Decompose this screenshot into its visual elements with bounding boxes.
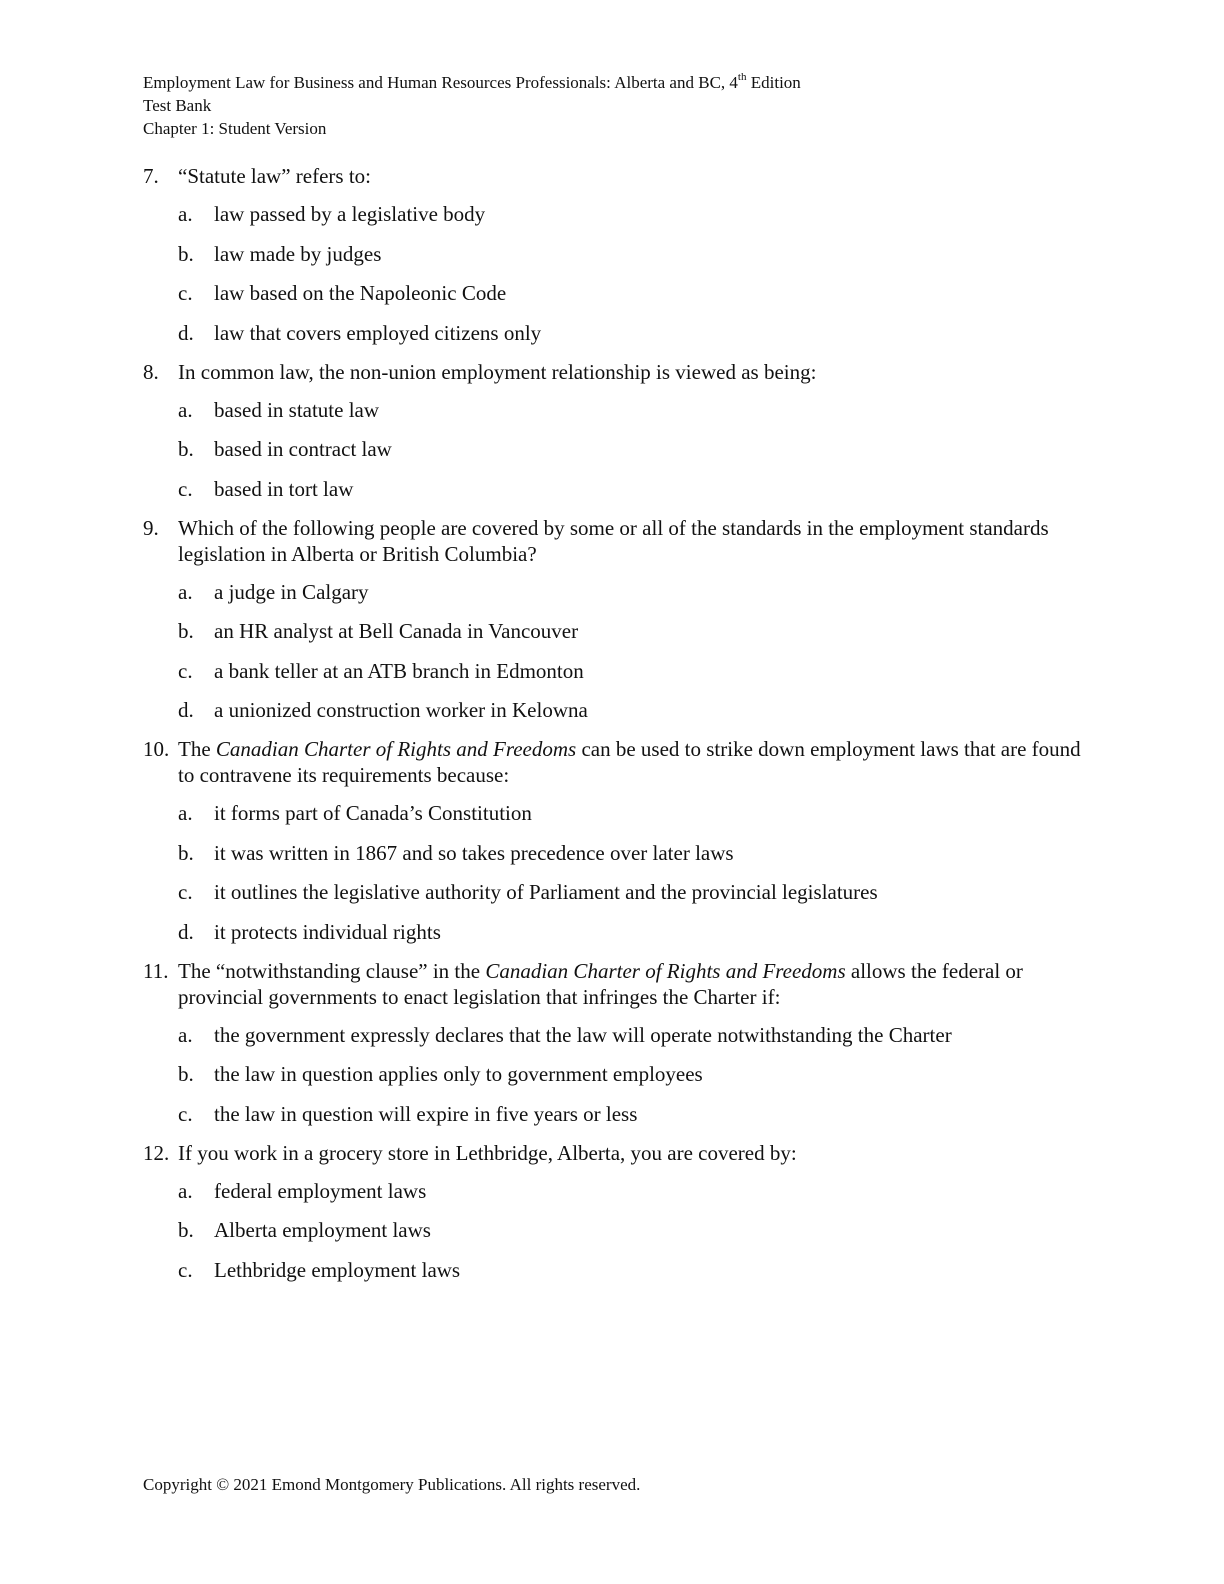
header-title-text: Employment Law for Business and Human Resources Professionals: Alberta and BC, 4 [143,73,738,92]
question-number: 12. [143,1140,170,1165]
answer-option [143,919,1083,945]
question-number: 9. [143,515,159,540]
header-title [143,71,801,94]
option-letter: b. [178,241,194,266]
answer-options [143,1022,1083,1127]
question-stem [143,958,1083,1010]
header-subtitle: Test Bank [143,96,212,115]
option-letter: a. [178,202,193,226]
answer-option [143,840,1083,866]
answer-options [143,579,1083,724]
option-letter: d. [178,320,194,345]
option-text: an HR analyst at Bell Canada in Vancouver [214,619,579,643]
document-header [143,71,801,140]
question-number: 10. [143,737,170,761]
option-text: it forms part of Canada’s Constitution [214,801,532,825]
answer-options [143,397,1083,502]
question-item [143,958,1083,1127]
option-text: law passed by a legislative body [214,202,486,226]
option-text: law based on the Napoleonic Code [214,281,507,305]
option-text: a judge in Calgary [214,579,369,604]
question-stem [143,1140,1083,1166]
option-letter: c. [178,1257,193,1282]
question-text: Which of the following people are covered by some or all of the standards in the employment standards legislation in Alberta or British Columbia? [178,515,1049,566]
question-item [143,515,1083,724]
option-letter: b. [178,619,194,643]
option-text: the government expressly declares that the law will operate notwithstanding the Charter [214,1022,952,1047]
answer-option [143,280,1083,306]
answer-option [143,658,1083,684]
question-stem [143,163,1083,189]
option-text: law that covers employed citizens only [214,320,542,345]
option-text: it outlines the legislative authority of Parliament and the provincial legislatures [214,880,878,904]
question-number: 7. [143,164,159,188]
option-letter: b. [178,840,194,865]
answer-option [143,1061,1083,1087]
option-text: it protects individual rights [214,919,441,944]
answer-options [143,201,1083,346]
option-text: the law in question applies only to government employees [214,1062,703,1086]
option-letter: a. [178,1178,193,1203]
question-item [143,736,1083,945]
question-text-italic: Canadian Charter of Rights and Freedoms [215,737,577,761]
question-text: The “notwithstanding clause” in the [178,958,486,983]
option-letter: b. [178,437,194,461]
option-text: based in statute law [214,397,380,422]
option-text: based in tort law [214,476,354,501]
option-text: it was written in 1867 and so takes precedence over later laws [214,840,734,865]
option-letter: c. [178,880,193,904]
question-stem [143,515,1083,567]
answer-option [143,697,1083,723]
question-text: If you work in a grocery store in Lethbridge, Alberta, you are covered by: [178,1140,797,1165]
option-text: federal employment laws [214,1178,427,1203]
question-item [143,163,1083,346]
question-text: In common law, the non-union employment relationship is viewed as being: [178,359,817,384]
option-letter: a. [178,579,193,604]
answer-option [143,476,1083,502]
option-letter: c. [178,476,193,501]
option-letter: d. [178,919,194,944]
option-text: a bank teller at an ATB branch in Edmonton [214,658,584,683]
question-item [143,1140,1083,1283]
header-chapter: Chapter 1: Student Version [143,119,327,138]
answer-options [143,800,1083,945]
question-number: 8. [143,359,159,384]
question-text: can be used to strike down employment laws that are found to contravene its requirements because: [178,737,1081,787]
question-item [143,359,1083,502]
answer-option [143,579,1083,605]
option-text: the law in question will expire in five years or less [214,1101,638,1126]
question-text: The [178,737,216,761]
option-letter: b. [178,1218,194,1242]
question-list [143,163,1083,1293]
answer-option [143,397,1083,423]
option-letter: c. [178,281,193,305]
question-number: 11. [143,958,169,983]
answer-option [143,618,1083,644]
option-text: based in contract law [214,437,392,461]
option-text: Lethbridge employment laws [214,1257,461,1282]
option-letter: a. [178,801,193,825]
answer-option [143,320,1083,346]
question-stem [143,736,1083,788]
question-text: “Statute law” refers to: [178,164,371,188]
answer-option [143,1257,1083,1283]
question-text: allows the federal or provincial governments to enact legislation that infringes the Charter if: [178,958,1023,1009]
option-letter: b. [178,1062,194,1086]
option-text: law made by judges [214,241,382,266]
header-title-edition: Edition [746,73,801,92]
question-stem [143,359,1083,385]
option-letter: a. [178,1022,193,1047]
answer-option [143,1101,1083,1127]
answer-option [143,241,1083,267]
copyright-footer: Copyright © 2021 Emond Montgomery Publications. All rights reserved. [143,1475,641,1494]
answer-option [143,800,1083,826]
option-letter: a. [178,397,193,422]
answer-option [143,1178,1083,1204]
option-letter: c. [178,658,193,683]
answer-option [143,879,1083,905]
answer-option [143,1217,1083,1243]
option-letter: d. [178,698,194,722]
option-text: a unionized construction worker in Kelowna [214,698,588,722]
header-title-superscript: th [737,71,747,84]
answer-options [143,1178,1083,1283]
answer-option [143,436,1083,462]
option-text: Alberta employment laws [214,1218,431,1242]
answer-option [143,1022,1083,1048]
question-text-italic: Canadian Charter of Rights and Freedoms [485,958,846,983]
option-letter: c. [178,1101,193,1126]
answer-option [143,201,1083,227]
